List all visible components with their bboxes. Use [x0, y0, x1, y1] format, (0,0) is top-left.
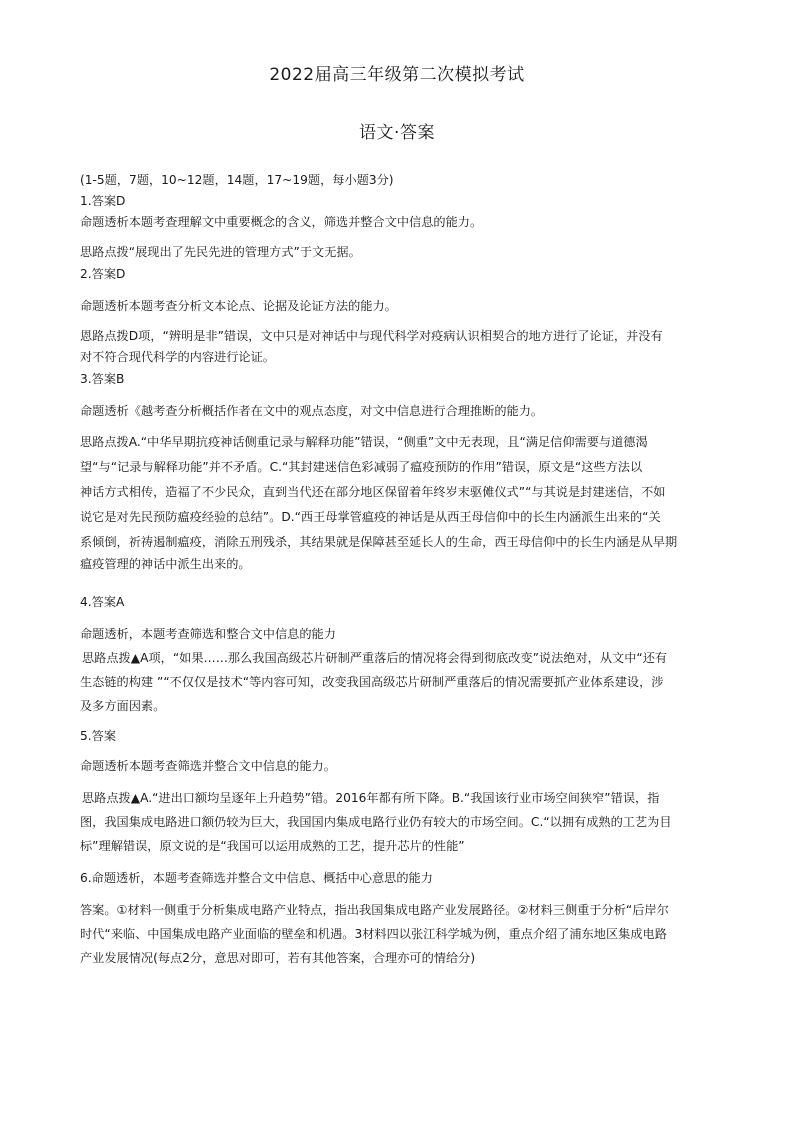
- q3-hint-line-4: 说它是对先民预防瘟疫经验的总结”。D.“西王母掌管瘟疫的神话是从西王母信仰中的长生内涵派生出来的“关: [80, 510, 661, 524]
- q2-answer: 2.答案D: [80, 267, 126, 281]
- q6-answer-line-3: 产业发展情况(每点2分，意思对即可，若有其他答案，合理亦可的情给分): [80, 951, 476, 965]
- q1-answer: 1.答案D: [80, 194, 126, 208]
- q5-analysis: 命题透析本题考查筛选并整合文中信息的能力。: [80, 759, 336, 773]
- q3-hint-line-5: 系倾倒，祈祷遏制瘟疫，消除五刑残杀，其结果就是保障甚至延长人的生命，西王母信仰中的长生内涵是从早期: [80, 535, 678, 549]
- q2-hint-line-2: 对不符合现代科学的内容进行论证。: [80, 350, 275, 364]
- scoring-note: (1-5题，7题，10~12题，14题，17~19题，每小题3分): [80, 173, 394, 187]
- q3-hint-line-3: 神话方式相传，造福了不少民众，直到当代还在部分地区保留着年终岁末驱傩仪式”“与其说是封建迷信，不如: [80, 485, 666, 499]
- q5-hint-line-3: 标”理解错误，原文说的是“我国可以运用成熟的工艺，提升芯片的性能”: [80, 839, 465, 853]
- q3-hint-line-6: 瘟疫管理的神话中派生出来的。: [80, 557, 251, 571]
- q4-hint-line-2: 生态链的构建 ”“不仅仅是技术“等内容可知，改变我国高级芯片研制严重落后的情况需要抓产业体系建设，涉: [80, 675, 664, 689]
- q4-answer: 4.答案A: [80, 595, 125, 609]
- q4-hint-line-3: 及多方面因素。: [80, 699, 166, 713]
- subject-title: 语文·答案: [359, 123, 435, 143]
- q6-answer-line-2: 时代“来临、中国集成电路产业面临的壁垒和机遇。3材料四以张江科学城为例，重点介绍了浦东地区集成电路: [80, 927, 667, 941]
- q6-analysis: 6.命题透析，本题考查筛选并整合文中信息、概括中心意思的能力: [80, 871, 433, 885]
- q6-answer-line-1: 答案。①材料一侧重于分析集成电路产业特点，指出我国集成电路产业发展路径。②材料三侧重于分析“后岸尔: [80, 903, 669, 917]
- q2-analysis: 命题透析本题考查分析文本论点、论据及论证方法的能力。: [80, 299, 397, 313]
- q1-analysis: 命题透析本题考查理解文中重要概念的含义，筛选并整合文中信息的能力。: [80, 215, 483, 229]
- q3-hint-line-2: 望“与“记录与解释功能”并不矛盾。C.“其封建迷信色彩减弱了瘟疫预防的作用”错误，原文是“这些方法以: [80, 460, 643, 474]
- exam-title: 2022届高三年级第二次模拟考试: [269, 65, 525, 85]
- q1-hint: 思路点拨“展现出了先民先进的管理方式”于文无据。: [80, 245, 361, 259]
- q4-hint-line-1: 思路点拨▲A项，“如果……那么我国高级芯片研制严重落后的情况将会得到彻底改变”说法绝对，从文中“还有: [82, 651, 668, 665]
- q3-answer: 3.答案B: [80, 372, 125, 386]
- q4-analysis: 命题透析，本题考查筛选和整合文中信息的能力: [80, 627, 336, 641]
- q3-hint-line-1: 思路点拨A.“中华早期抗疫神话侧重记录与解释功能”错误，“侧重”文中无表现，且“满足信仰需要与道德渴: [80, 435, 648, 449]
- q5-answer: 5.答案: [80, 729, 117, 743]
- q2-hint-line-1: 恩路点拨D项，“辨明是非”错误，文中只是对神话中与现代科学对疫病认识相契合的地方进行了论证，并没有: [80, 329, 663, 343]
- q3-analysis: 命题透析《越考查分析概括作者在文中的观点态度，对文中信息进行合理推断的能力。: [80, 404, 544, 418]
- q5-hint-line-2: 图，我国集成电路进口额仍较为巨大，我国国内集成电路行业仍有较大的市场空间。C.“以拥有成熟的工艺为目: [80, 815, 672, 829]
- q5-hint-line-1: 思路点拨▲A.“进出口额均呈逐年上升趋势”错。2016年都有所下降。B.“我国该行业市场空间狭窄”错误，指: [82, 791, 660, 805]
